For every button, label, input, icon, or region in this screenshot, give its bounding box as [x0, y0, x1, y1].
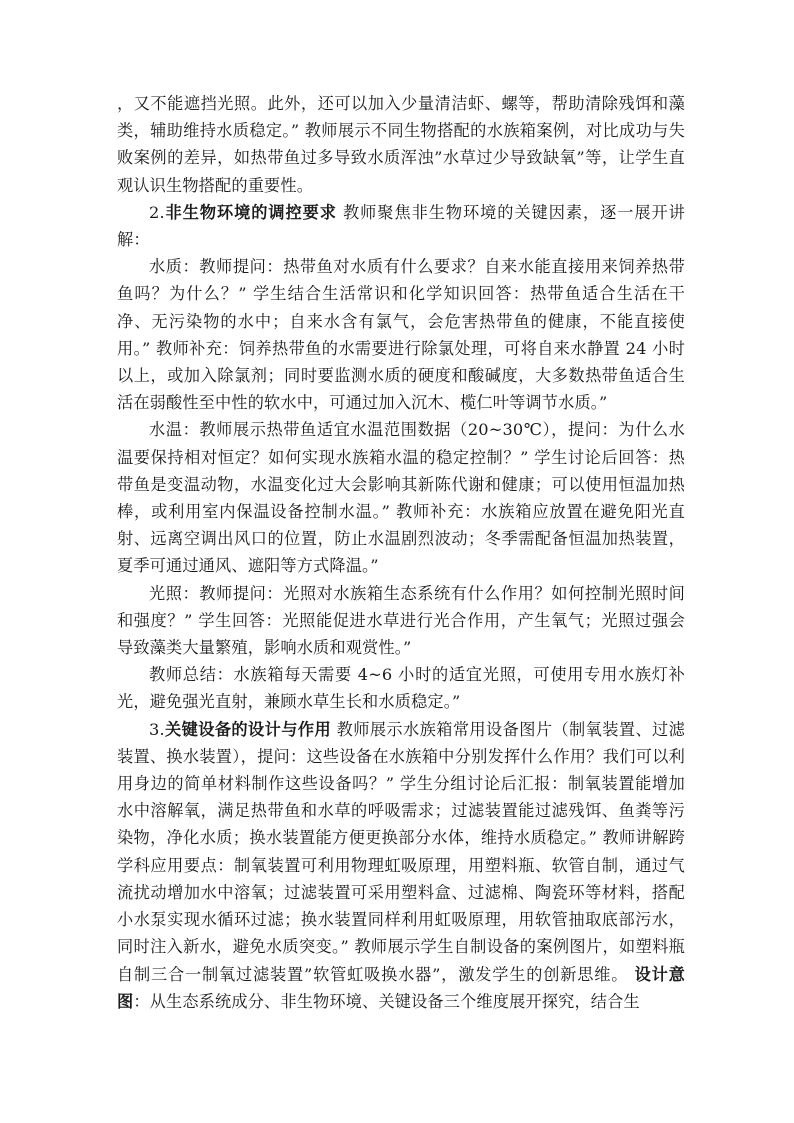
paragraph-lighting [117, 580, 685, 662]
paragraph-text: 教师展示水族箱常用设备图片（制氧装置、过滤装置、换水装置），提问：这些设备在水族箱中分别发挥什么作用？我们可以利用身边的简单材料制作这些设备吗？” 学生分组讨论后汇报：制氧装置能增加水中溶解氧，满足热带鱼和水草的呼吸需求；过滤装置能过滤残饵、鱼粪等污染物，净化水质；换水装置能方便更换部分水体，维持水质稳定。” 教师讲解跨学科应用要点：制氧装置可利用物理虹吸原理，用塑料瓶、软管自制，通过气流扰动增加水中溶氧；过滤装置可采用塑料盒、过滤棉、陶瓷环等材料，搭配小水泵实现水循环过滤；换水装置同样利用虹吸原理，用软管抽取底部污水，同时注入新水，避免水质突变。” 教师展示学生自制设备的案例图片，如塑料瓶自制三合一制氧过滤装置”软管虹吸换水器”，激发学生的创新思维。 [117, 719, 685, 984]
paragraph-text: 教师聚焦非生物环境的关键因素，逐一展开讲解： [117, 202, 685, 250]
section-number: 2. [149, 202, 165, 222]
paragraph-text: ，又不能遮挡光照。此外，还可以加入少量清洁虾、螺等，帮助清除残饵和藻类，辅助维持水质稳定。” 教师展示不同生物搭配的水族箱案例，对比成功与失败案例的差异，如热带鱼过多导致水质浑浊”水草过少导致缺氧”等，让学生直观认识生物搭配的重要性。 [117, 94, 685, 195]
paragraph-key-equipment [117, 716, 685, 1015]
section-number: 3. [149, 719, 165, 739]
paragraph-water-quality [117, 253, 685, 416]
design-intent-heading: 设计意图 [117, 964, 685, 1011]
section-heading: 非生物环境的调控要求 [164, 202, 337, 222]
paragraph-text: 水质：教师提问：热带鱼对水质有什么要求？自来水能直接用来饲养热带鱼吗？为什么？” 学生结合生活常识和化学知识回答：热带鱼适合生活在干净、无污染物的水中；自来水含有氯气，会危害热带鱼的健康，不能直接使用。” 教师补充：饲养热带鱼的水需要进行除氯处理，可将自来水静置 24 小时以上，或加入除氯剂；同时要监测水质的硬度和酸碱度，大多数热带鱼适合生活在弱酸性至中性的软水中，可通过加入沉木、榄仁叶等调节水质。” [117, 257, 685, 413]
paragraph-text: 教师总结：水族箱每天需要 4~6 小时的适宜光照，可使用专用水族灯补光，避免强光直射，兼顾水草生长和水质稳定。” [117, 665, 685, 712]
design-intent-text: ：从生态系统成分、非生物环境、关键设备三个维度展开探究，结合生 [133, 991, 640, 1011]
paragraph-text: 光照：教师提问：光照对水族箱生态系统有什么作用？如何控制光照时间和强度？” 学生回答：光照能促进水草进行光合作用，产生氧气；光照过强会导致藻类大量繁殖，影响水质和观赏性。” [117, 583, 685, 658]
section-heading: 关键设备的设计与作用 [164, 719, 332, 739]
paragraph-abiotic-environment [117, 199, 685, 253]
paragraph-organism-pairing [117, 90, 685, 199]
paragraph-text: 水温：教师展示热带鱼适宜水温范围数据（20~30℃），提问：为什么水温要保持相对恒定？如何实现水族箱水温的稳定控制？” 学生讨论后回答：热带鱼是变温动物，水温变化过大会影响其新陈代谢和健康；可以使用恒温加热棒，或利用室内保温设备控制水温。” 教师补充：水族箱应放置在避免阳光直射、远离空调出风口的位置，防止水温剧烈波动；冬季需配备恒温加热装置，夏季可通过通风、遮阳等方式降温。” [117, 420, 685, 576]
paragraph-water-temperature [117, 416, 685, 579]
paragraph-teacher-summary [117, 661, 685, 715]
document-page [117, 90, 685, 1015]
